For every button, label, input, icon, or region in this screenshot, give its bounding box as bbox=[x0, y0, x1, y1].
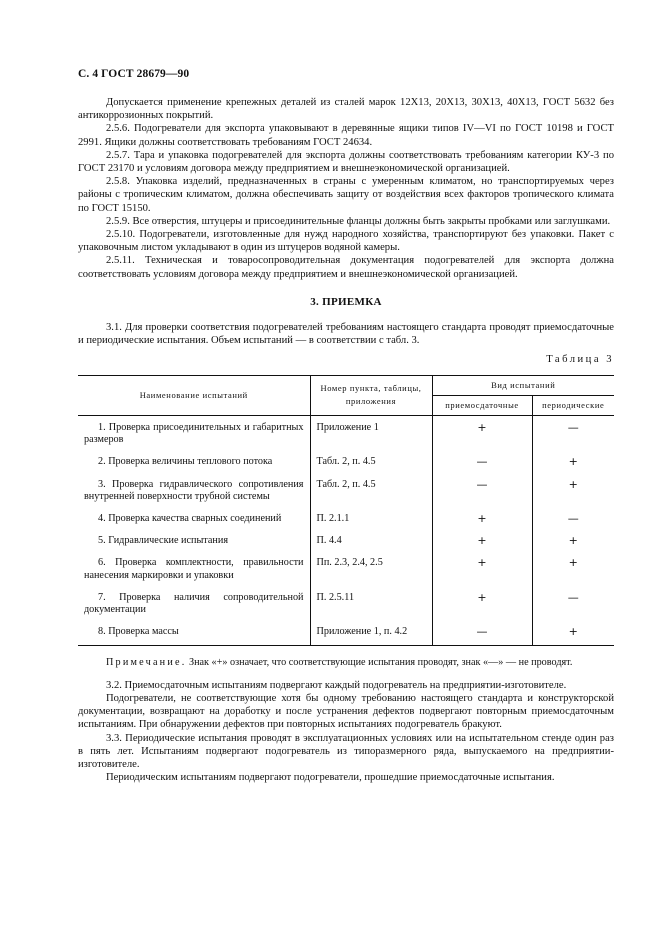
table-row bbox=[78, 527, 614, 549]
header-test-kind: Вид испытаний bbox=[432, 375, 614, 395]
paragraph-2-5-10: 2.5.10. Подогреватели, изготовленные для нужд народного хозяйства, транспортируют без упаковки. Пакет с упаковочным листом укладывают в один из штуцеров водяной камеры. bbox=[78, 229, 614, 254]
test-reference: П. 2.5.11 bbox=[310, 584, 432, 618]
test-reference: Приложение 1, п. 4.2 bbox=[310, 618, 432, 645]
periodic-mark: — bbox=[532, 416, 614, 449]
document-body bbox=[78, 96, 614, 784]
periodic-mark: + bbox=[532, 618, 614, 645]
test-name: 7. Проверка наличия сопроводительной документации bbox=[78, 584, 310, 618]
table-row bbox=[78, 584, 614, 618]
page-header: С. 4 ГОСТ 28679—90 bbox=[78, 68, 190, 80]
header-acceptance: приемосдаточные bbox=[432, 395, 532, 415]
note-label: Примечание. bbox=[106, 656, 187, 668]
test-reference: Приложение 1 bbox=[310, 416, 432, 449]
paragraph-2-5-7: 2.5.7. Тара и упаковка подогревателей для экспорта должны соответствовать требованиям категории КУ-3 по ГОСТ 23170 и условиям договора между предприятием и внешнеэкономической организацией. bbox=[78, 149, 614, 175]
test-reference: Табл. 2, п. 4.5 bbox=[310, 448, 432, 470]
table-row bbox=[78, 471, 614, 505]
note-text: Знак «+» означает, что соответствующие испытания проводят, знак «—» — не проводят. bbox=[186, 656, 573, 668]
test-name: 1. Проверка присоединительных и габаритных размеров bbox=[78, 416, 310, 449]
paragraph-2-5-11: 2.5.11. Техническая и товаросопроводительная документация подогревателей для экспорта должна соответствовать условиям договора между предприятием и внешнеэкономической организацией. bbox=[78, 255, 614, 280]
test-name: 8. Проверка массы bbox=[78, 618, 310, 645]
table-row bbox=[78, 448, 614, 470]
periodic-mark: — bbox=[532, 584, 614, 618]
paragraph-3-2: 3.2. Приемосдаточным испытаниям подвергают каждый подогреватель на предприятии-изготовителе. bbox=[106, 679, 567, 691]
table-caption: Таблица 3 bbox=[546, 354, 614, 366]
table-row bbox=[78, 549, 614, 583]
paragraph-2-5-6: 2.5.6. Подогреватели для экспорта упаковывают в деревянные ящики типов IV—VI по ГОСТ 10198 и ГОСТ 2991. Ящики должны соответствовать требованиям ГОСТ 24634. bbox=[78, 123, 614, 148]
acceptance-mark: + bbox=[432, 505, 532, 527]
periodic-mark: — bbox=[532, 505, 614, 527]
periodic-mark: + bbox=[532, 527, 614, 549]
paragraph-3-1: 3.1. Для проверки соответствия подогревателей требованиям настоящего стандарта проводят приемосдаточные и периодические испытания. Объем испытаний — в соответствии с табл. 3. bbox=[78, 322, 614, 347]
periodic-mark: + bbox=[532, 471, 614, 505]
periodic-mark: + bbox=[532, 448, 614, 470]
test-reference: Табл. 2, п. 4.5 bbox=[310, 471, 432, 505]
acceptance-mark: + bbox=[432, 584, 532, 618]
header-test-name: Наименование испытаний bbox=[78, 375, 310, 415]
periodic-mark: + bbox=[532, 549, 614, 583]
section-title: 3. ПРИЕМКА bbox=[310, 295, 382, 308]
acceptance-mark: — bbox=[432, 618, 532, 645]
table-row bbox=[78, 416, 614, 449]
paragraph-2-5-9: 2.5.9. Все отверстия, штуцеры и присоединительные фланцы должны быть закрыты пробками или заглушками. bbox=[106, 215, 611, 227]
acceptance-mark: + bbox=[432, 549, 532, 583]
test-reference: Пп. 2.3, 2.4, 2.5 bbox=[310, 549, 432, 583]
paragraph-2-5-8: 2.5.8. Упаковка изделий, предназначенных в страны с умеренным климатом, но транспортируемых через районы с тропическим климатом, должна обеспечивать защиту от воздействия всех факторов тропического климата по ГОСТ 15150. bbox=[78, 176, 614, 214]
header-periodic: периодические bbox=[532, 395, 614, 415]
paragraph: Допускается применение крепежных деталей из сталей марок 12Х13, 20Х13, 30Х13, 40Х13, ГОСТ 5632 без антикоррозионных покрытий. bbox=[78, 97, 614, 122]
paragraph: Подогреватели, не соответствующие хотя бы одному требованию настоящего стандарта и конструкторской документации, возвращают на доработку и после устранения дефектов подвергают повторным приемосдаточным испытаниям. При обнаружении дефектов при повторных испытаниях подогреватель бракуют. bbox=[78, 692, 614, 731]
paragraph-3-3: 3.3. Периодические испытания проводят в эксплуатационных условиях или на испытательном стенде один раз в пять лет. Испытаниям подвергают подогреватель из типоразмерного ряда, выпускаемого на предприятии-изготовителе. bbox=[78, 732, 614, 770]
test-reference: П. 2.1.1 bbox=[310, 505, 432, 527]
acceptance-mark: — bbox=[432, 471, 532, 505]
header-reference: Номер пункта, таблицы, приложения bbox=[310, 375, 432, 415]
test-name: 5. Гидравлические испытания bbox=[78, 527, 310, 549]
table-row bbox=[78, 618, 614, 645]
acceptance-mark: — bbox=[432, 448, 532, 470]
test-name: 2. Проверка величины теплового потока bbox=[78, 448, 310, 470]
tests-table bbox=[78, 375, 614, 646]
acceptance-mark: + bbox=[432, 416, 532, 449]
test-name: 3. Проверка гидравлического сопротивления внутренней поверхности трубной системы bbox=[78, 471, 310, 505]
test-name: 6. Проверка комплектности, правильности нанесения маркировки и упаковки bbox=[78, 549, 310, 583]
test-reference: П. 4.4 bbox=[310, 527, 432, 549]
acceptance-mark: + bbox=[432, 527, 532, 549]
paragraph: Периодическим испытаниям подвергают подогреватели, прошедшие приемосдаточные испытания. bbox=[106, 772, 555, 784]
table-note bbox=[78, 656, 614, 669]
test-name: 4. Проверка качества сварных соединений bbox=[78, 505, 310, 527]
table-row bbox=[78, 505, 614, 527]
